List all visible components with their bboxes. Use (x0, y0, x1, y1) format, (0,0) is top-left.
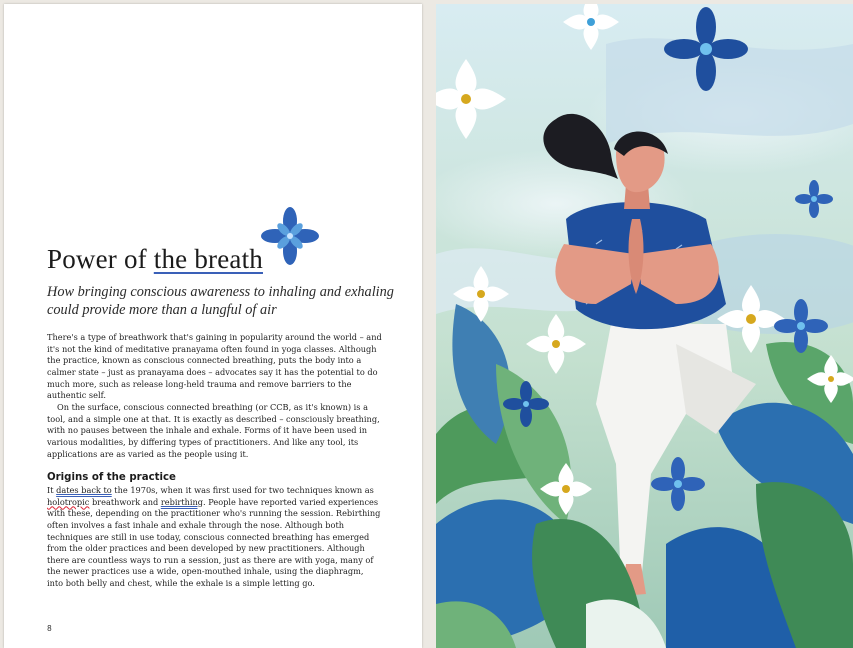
p3-text-b: breathwork and (89, 496, 161, 507)
spell-flag-holotropic[interactable]: holotropic (47, 496, 90, 507)
p3-text-it: It (47, 484, 57, 495)
article-body (47, 332, 382, 590)
section-heading: Origins of the practice (47, 472, 176, 484)
grammar-flag-rebirthing[interactable]: rebirthing (160, 496, 204, 507)
left-page (4, 4, 422, 648)
title-part-2: the breath (153, 244, 263, 274)
blue-flower-icon (260, 206, 320, 266)
page-title (47, 244, 263, 275)
paragraph-2: On the surface, conscious connected breathing (or CCB, as it's known) is a tool, and a simple one at that. It is exactly as described – consciously breathing, with no pauses between the inhale and exhale. Forms of it have been used in various modalities, by differing types of practitioners. And like any tool, its applications are as varied as the people using it. (47, 401, 380, 459)
grammar-flag-dates-back-to[interactable]: dates back to (56, 484, 112, 495)
page-number: 8 (47, 624, 52, 633)
subtitle: How bringing conscious awareness to inhaling and exhaling could provide more than a lungful of air (47, 284, 394, 318)
title-part-1: Power of (47, 244, 154, 274)
woman-in-tree-pose-illustration (436, 4, 853, 648)
paragraph-1: There's a type of breathwork that's gaining in popularity around the world – and it's not the kind of meditative pranayama often found in yoga classes. Although the practice, known as conscious connected breathing, puts the body into a calmer state – just as pranayama does – advocates say it has the potential to do much more, such as release long-held trauma and remove barriers to the authentic self. (47, 332, 382, 401)
illustration-page (436, 4, 853, 648)
p3-text-a: the 1970s, when it was first used for two techniques known as (111, 484, 374, 495)
paragraph-3 (47, 485, 382, 590)
p3-text-c: . People have reported varied experiences with these, depending on the practitioner who's running the session. Rebirthing often involves a fast inhale and exhale through the nose. Although both techniques are still in use today, conscious connected breathing has emerged from the older practices and been developed by new practitioners. Although there are countless ways to run a session, just as there are with yoga, many of the newer practices use a wide, open-mouthed inhale, using the diaphragm, into both belly and chest, while the exhale is a simple letting go. (47, 496, 381, 589)
